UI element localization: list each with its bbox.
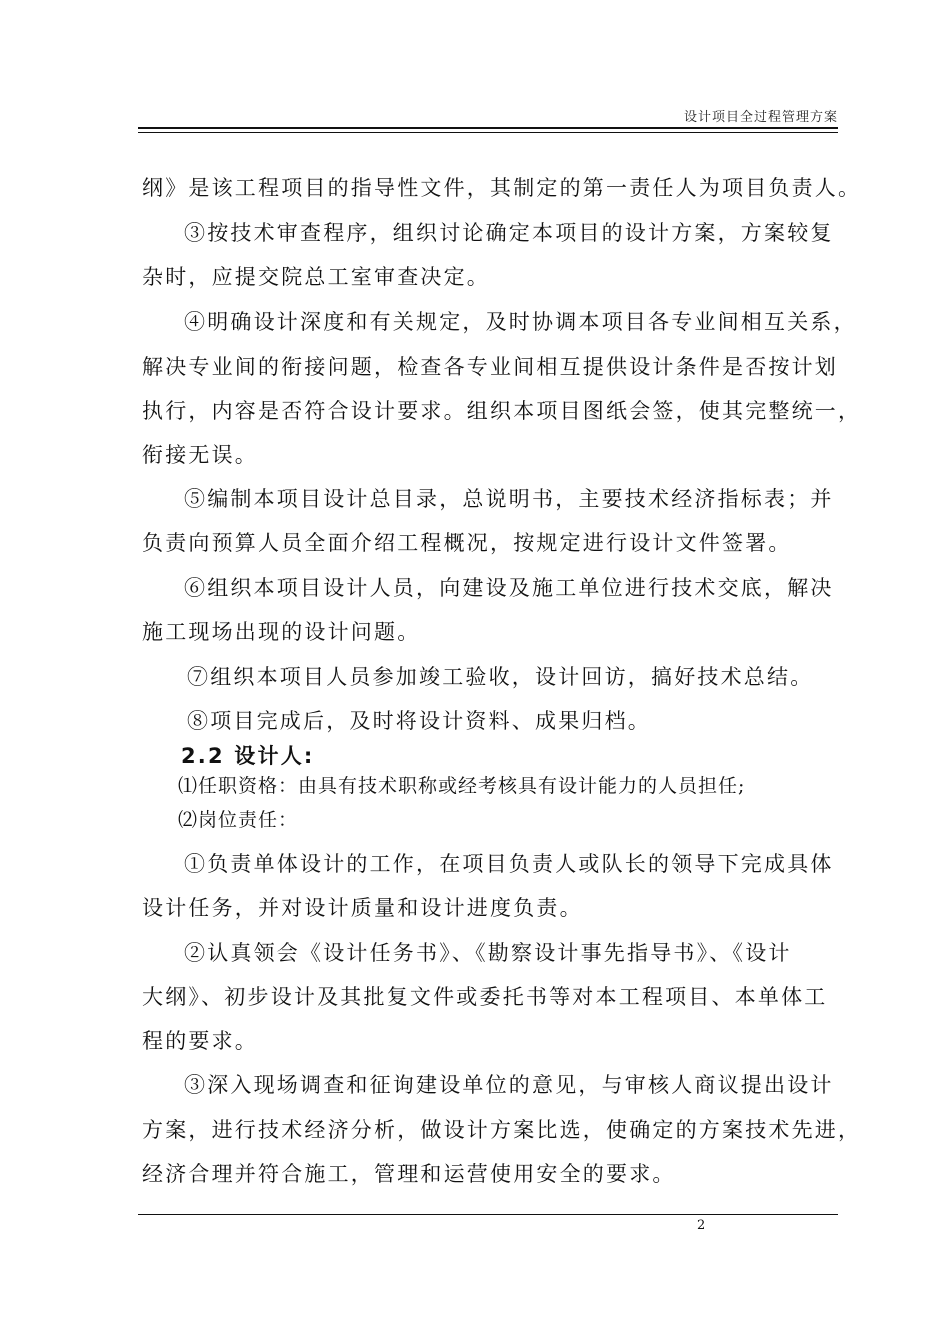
paragraph-line: 经济合理并符合施工，管理和运营使用安全的要求。	[142, 1162, 676, 1186]
paragraph-line: 施工现场出现的设计问题。	[142, 620, 421, 644]
paragraph-line: 纲》是该工程项目的指导性文件，其制定的第一责任人为项目负责人。	[142, 176, 862, 200]
footer-rule	[138, 1214, 838, 1215]
section-heading: 2.2 设计人:	[181, 744, 315, 768]
paragraph-line: ⑤编制本项目设计总目录，总说明书，主要技术经济指标表；并	[184, 487, 834, 511]
paragraph-line: 解决专业间的衔接问题，检查各专业间相互提供设计条件是否按计划	[142, 355, 838, 379]
paragraph-line: 程的要求。	[142, 1029, 258, 1053]
paragraph-line: 执行，内容是否符合设计要求。组织本项目图纸会签，使其完整统一，	[142, 399, 862, 423]
paragraph-line: ⑦组织本项目人员参加竣工验收，设计回访，搞好技术总结。	[187, 665, 814, 689]
paragraph-line: ⑧项目完成后，及时将设计资料、成果归档。	[187, 709, 651, 733]
paragraph-line: ①负责单体设计的工作，在项目负责人或队长的领导下完成具体	[184, 852, 834, 876]
header-rule-thin	[138, 132, 838, 133]
running-header: 设计项目全过程管理方案	[683, 110, 838, 125]
paragraph-line: ⑵岗位责任：	[178, 809, 299, 831]
paragraph-line: ③按技术审查程序，组织讨论确定本项目的设计方案，方案较复	[184, 221, 834, 245]
paragraph-line: 衔接无误。	[142, 443, 258, 467]
paragraph-line: ③深入现场调查和征询建设单位的意见，与审核人商议提出设计	[184, 1073, 834, 1097]
paragraph-line: ⑴任职资格：由具有技术职称或经考核具有设计能力的人员担任;	[178, 775, 746, 797]
page-number: 2	[697, 1218, 706, 1233]
paragraph-line: 杂时，应提交院总工室审查决定。	[142, 265, 490, 289]
paragraph-line: 大纲》、初步设计及其批复文件或委托书等对本工程项目、本单体工	[142, 985, 828, 1009]
paragraph-line: 方案，进行技术经济分析，做设计方案比选，使确定的方案技术先进，	[142, 1118, 862, 1142]
paragraph-line: 设计任务，并对设计质量和设计进度负责。	[142, 896, 583, 920]
paragraph-line: 负责向预算人员全面介绍工程概况，按规定进行设计文件签署。	[142, 531, 792, 555]
paragraph-line: ④明确设计深度和有关规定，及时协调本项目各专业间相互关系，	[184, 310, 857, 334]
paragraph-line: ⑥组织本项目设计人员，向建设及施工单位进行技术交底，解决	[184, 576, 834, 600]
paragraph-line: ②认真领会《设计任务书》、《勘察设计事先指导书》、《设计	[184, 941, 792, 965]
header-rule	[138, 127, 838, 129]
